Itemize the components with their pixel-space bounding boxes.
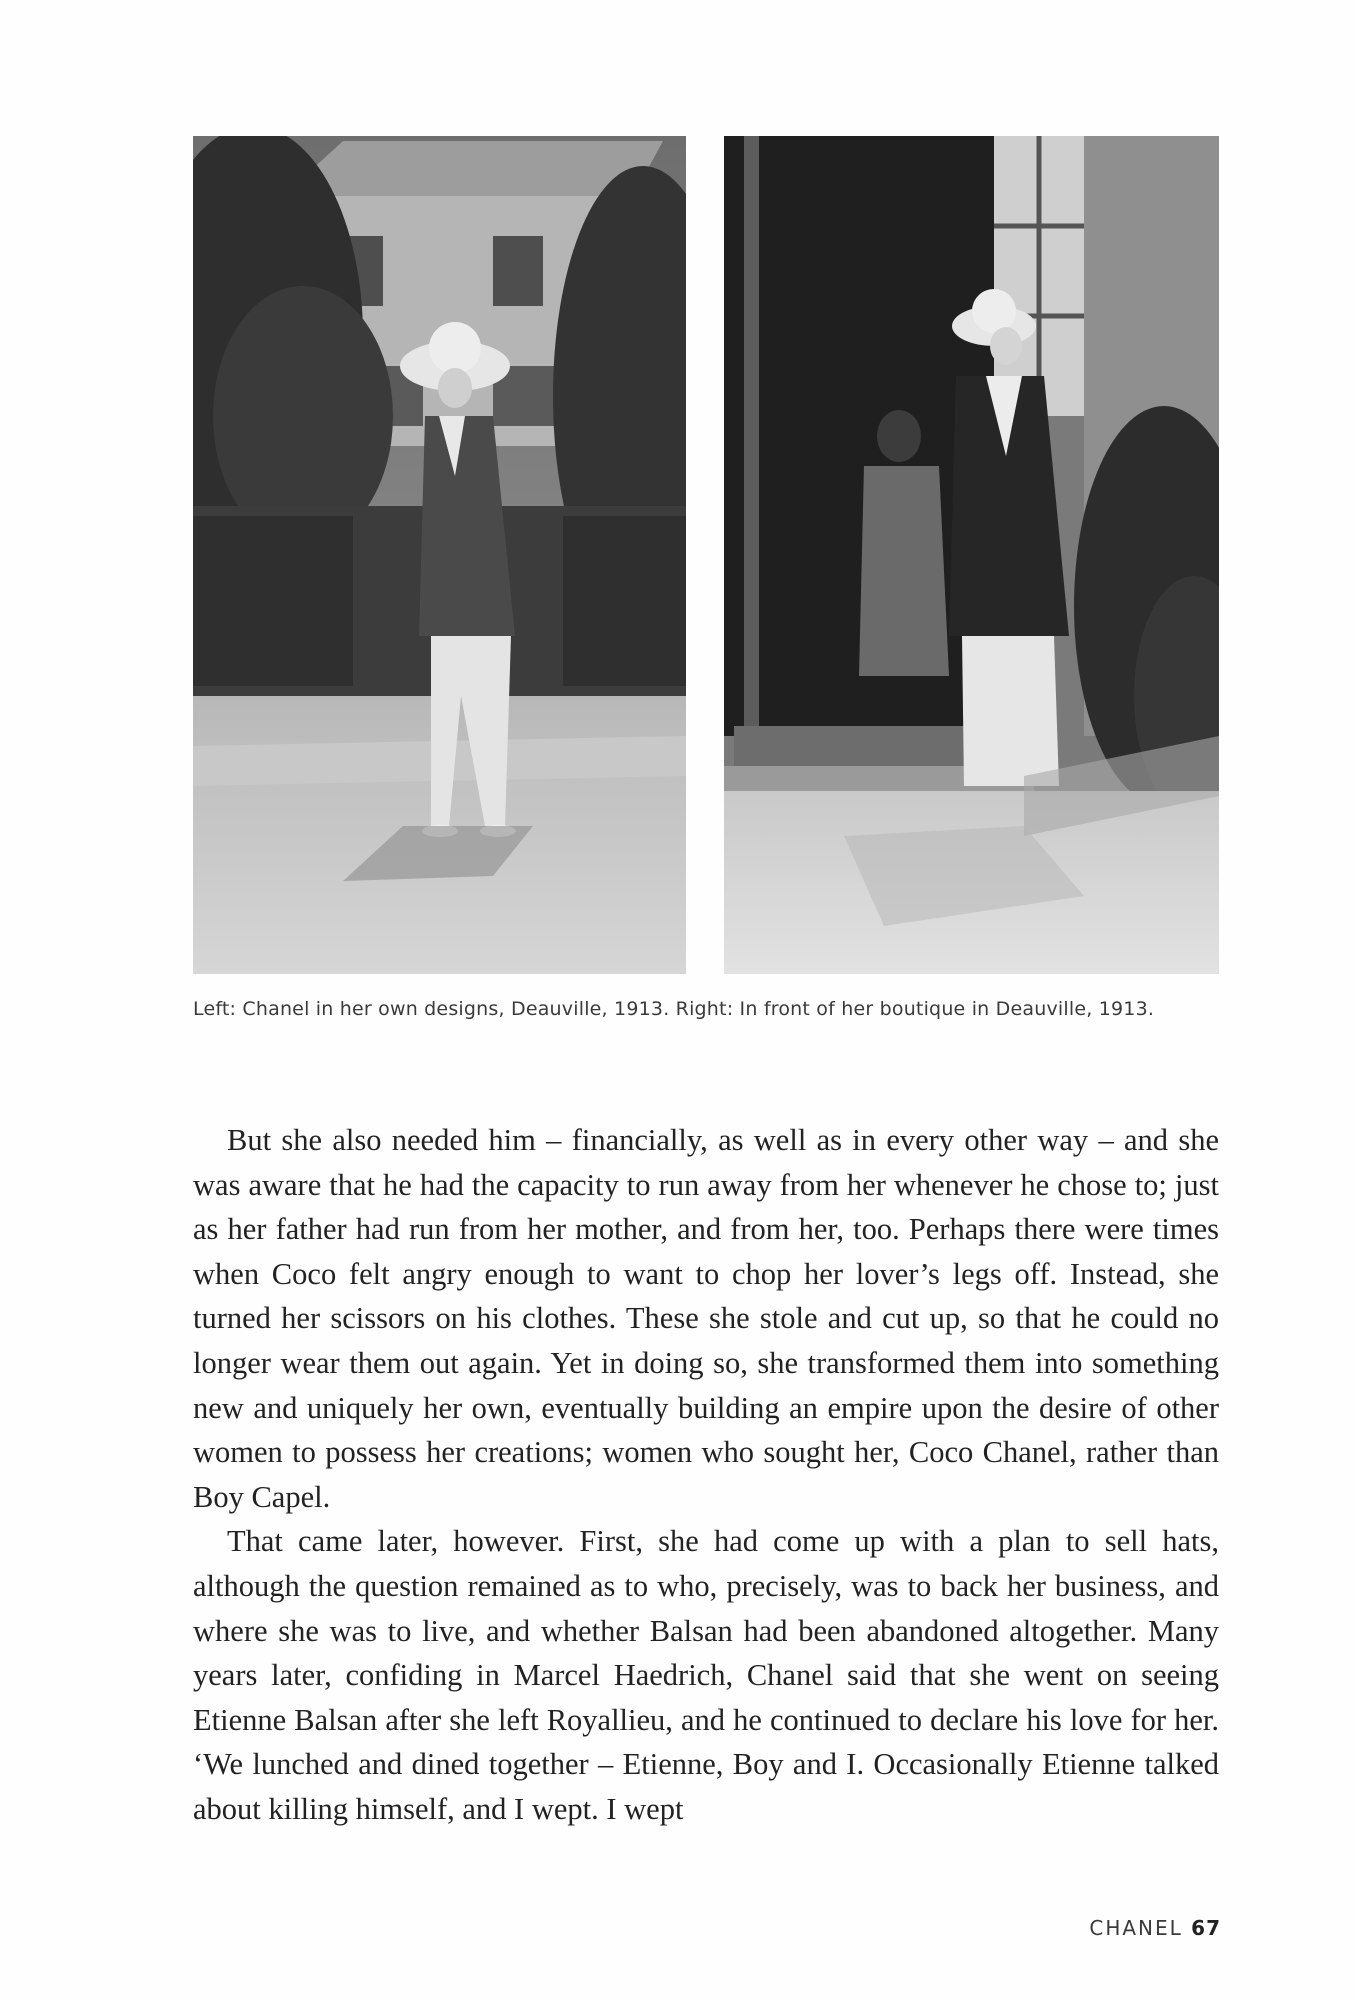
- right-photograph: [724, 136, 1219, 974]
- right-photograph-image: [724, 136, 1219, 974]
- page-number: 67: [1191, 1916, 1221, 1940]
- left-photograph: [193, 136, 686, 974]
- figure-caption: Left: Chanel in her own designs, Deauville, 1913. Right: In front of her boutique in Deauville, 1913.: [193, 998, 1155, 1020]
- body-text: [193, 1118, 1219, 1832]
- running-title: CHANEL: [1089, 1916, 1183, 1940]
- running-footer: [1089, 1916, 1221, 1940]
- paragraph: That came later, however. First, she had come up with a plan to sell hats, although the question remained as to who, precisely, was to back her business, and where she was to live, and whether Balsan had been abandoned altogether. Many years later, confiding in Marcel Haedrich, Chanel said that she went on seeing Etienne Balsan after she left Royallieu, and he continued to declare his love for her. ‘We lunched and dined together – Etienne, Boy and I. Occasionally Etienne talked about killing himself, and I wept. I wept: [193, 1524, 1219, 1826]
- paragraph: But she also needed him – financially, as well as in every other way – and she was aware that he had the capacity to run away from her whenever he chose to; just as her father had run from her mother, and from her, too. Perhaps there were times when Coco felt angry enough to want to chop her lover’s legs off. Instead, she turned her scissors on his clothes. These she stole and cut up, so that he could no longer wear them out again. Yet in doing so, she transformed them into something new and uniquely her own, eventually building an empire upon the desire of other women to possess her creations; women who sought her, Coco Chanel, rather than Boy Capel.: [193, 1123, 1219, 1514]
- left-photograph-image: [193, 136, 686, 974]
